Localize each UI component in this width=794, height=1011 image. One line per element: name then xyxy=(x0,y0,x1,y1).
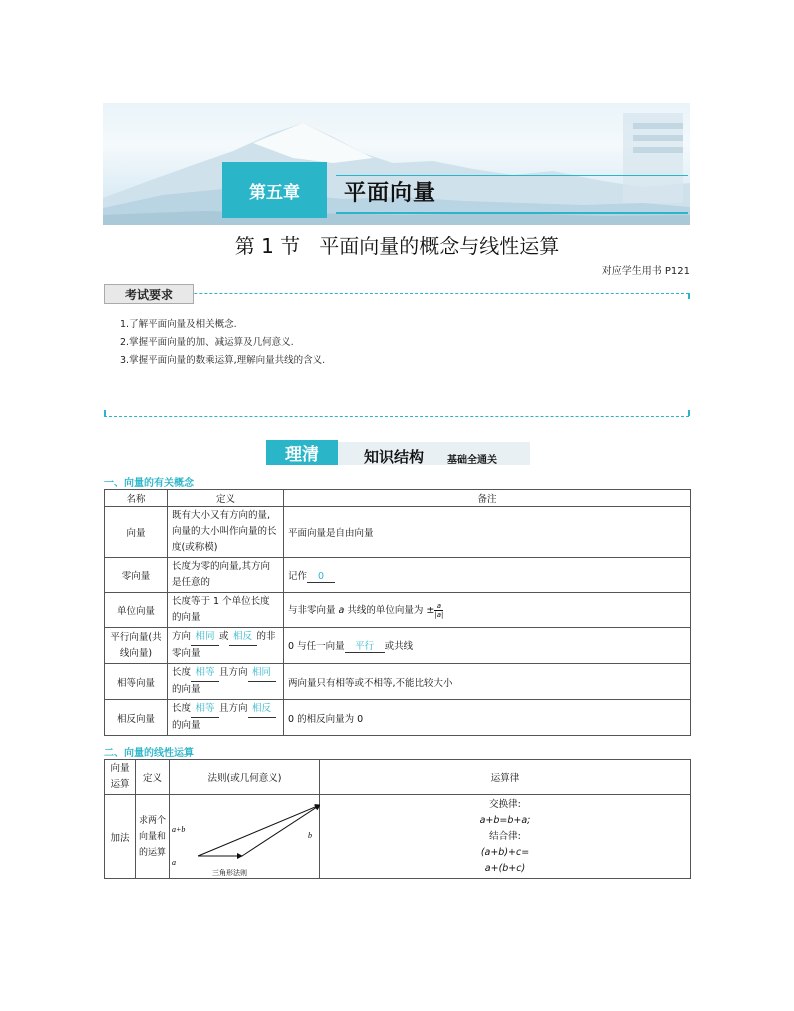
figure-caption: 三角形法则 xyxy=(212,868,247,877)
table-row: 相等向量 长度 相等 且方向 相同的向量 两向量只有相等或不相等,不能比较大小 xyxy=(105,664,691,700)
table-row: 零向量 长度为零的向量,其方向是任意的 记作 0 xyxy=(105,558,691,593)
operation-laws: 交换律: a+b=b+a; 结合律: (a+b)+c= a+(b+c) xyxy=(320,795,691,879)
knowledge-structure-subtitle: 基础全通关 xyxy=(447,455,497,466)
exam-bottom-rule xyxy=(104,416,689,417)
exam-bottom-tick-left xyxy=(104,410,106,416)
answer-blank: 相同 xyxy=(191,629,219,646)
answer-blank: 相同 xyxy=(248,665,276,682)
table-row: 单位向量 长度等于 1 个单位长度的向量 与非零向量 a 共线的单位向量为 ± $\frac{a}{|a|}$ xyxy=(105,593,691,628)
part2-heading: 二、向量的线性运算 xyxy=(104,748,194,759)
exam-bottom-tick-right xyxy=(688,410,690,416)
chapter-title: 平面向量 xyxy=(344,181,437,206)
exam-item: 3.掌握平面向量的数乘运算,理解向量共线的含义. xyxy=(120,355,326,366)
header-operation: 向量运算 xyxy=(105,760,136,795)
answer-blank: 相等 xyxy=(191,701,219,718)
answer-blank: 相等 xyxy=(191,665,219,682)
exam-item: 2.掌握平面向量的加、减运算及几何意义. xyxy=(120,337,294,348)
vector-concepts-table xyxy=(104,489,691,736)
label-a-plus-b: a+b xyxy=(172,824,186,834)
triangle-diagram xyxy=(170,796,320,878)
header-note: 备注 xyxy=(284,490,691,507)
table-row: 加法 求两个向量和的运算 a+b b a 三角形法则 交换律: a+b=b+a; 结合律: (a+b)+c= a+(b+c) xyxy=(105,795,691,879)
triangle-rule-figure xyxy=(170,795,320,879)
header-definition: 定义 xyxy=(168,490,284,507)
header-rule: 法则(或几何意义) xyxy=(170,760,320,795)
exam-requirements-label: 考试要求 xyxy=(104,284,194,304)
header-definition: 定义 xyxy=(136,760,170,795)
header-laws: 运算律 xyxy=(320,760,691,795)
label-b: b xyxy=(308,830,312,840)
table-row: 相反向量 长度 相等 且方向 相反的向量 0 的相反向量为 0 xyxy=(105,700,691,736)
knowledge-structure-title: 知识结构 xyxy=(364,448,425,466)
header-name: 名称 xyxy=(105,490,168,507)
label-a: a xyxy=(172,857,176,867)
table-row: 向量 既有大小又有方向的量,向量的大小叫作向量的长度(或称模) 平面向量是自由向量 xyxy=(105,507,691,558)
fraction: $\frac{a}{|a|}$ xyxy=(434,601,444,619)
answer-blank: 相反 xyxy=(248,701,276,718)
title-rule xyxy=(336,212,688,214)
exam-item: 1.了解平面向量及相关概念. xyxy=(120,319,237,330)
chapter-badge: 第五章 xyxy=(222,162,327,218)
table-row: 平行向量(共线向量) 方向 相同 或 相反 的非零向量 0 与任一向量 平行 或共线 xyxy=(105,628,691,664)
page-reference: 对应学生用书 P121 xyxy=(601,266,690,277)
answer-blank: 相反 xyxy=(229,629,257,646)
answer-blank: 0 xyxy=(307,571,335,583)
linear-operations-table xyxy=(104,759,691,879)
part1-heading: 一、向量的有关概念 xyxy=(104,478,194,489)
answer-blank: 平行 xyxy=(345,638,385,653)
section-title: 第 1 节 平面向量的概念与线性运算 xyxy=(234,234,560,258)
liqing-tab: 理清 xyxy=(266,440,338,465)
exam-top-tick-right xyxy=(688,293,690,299)
